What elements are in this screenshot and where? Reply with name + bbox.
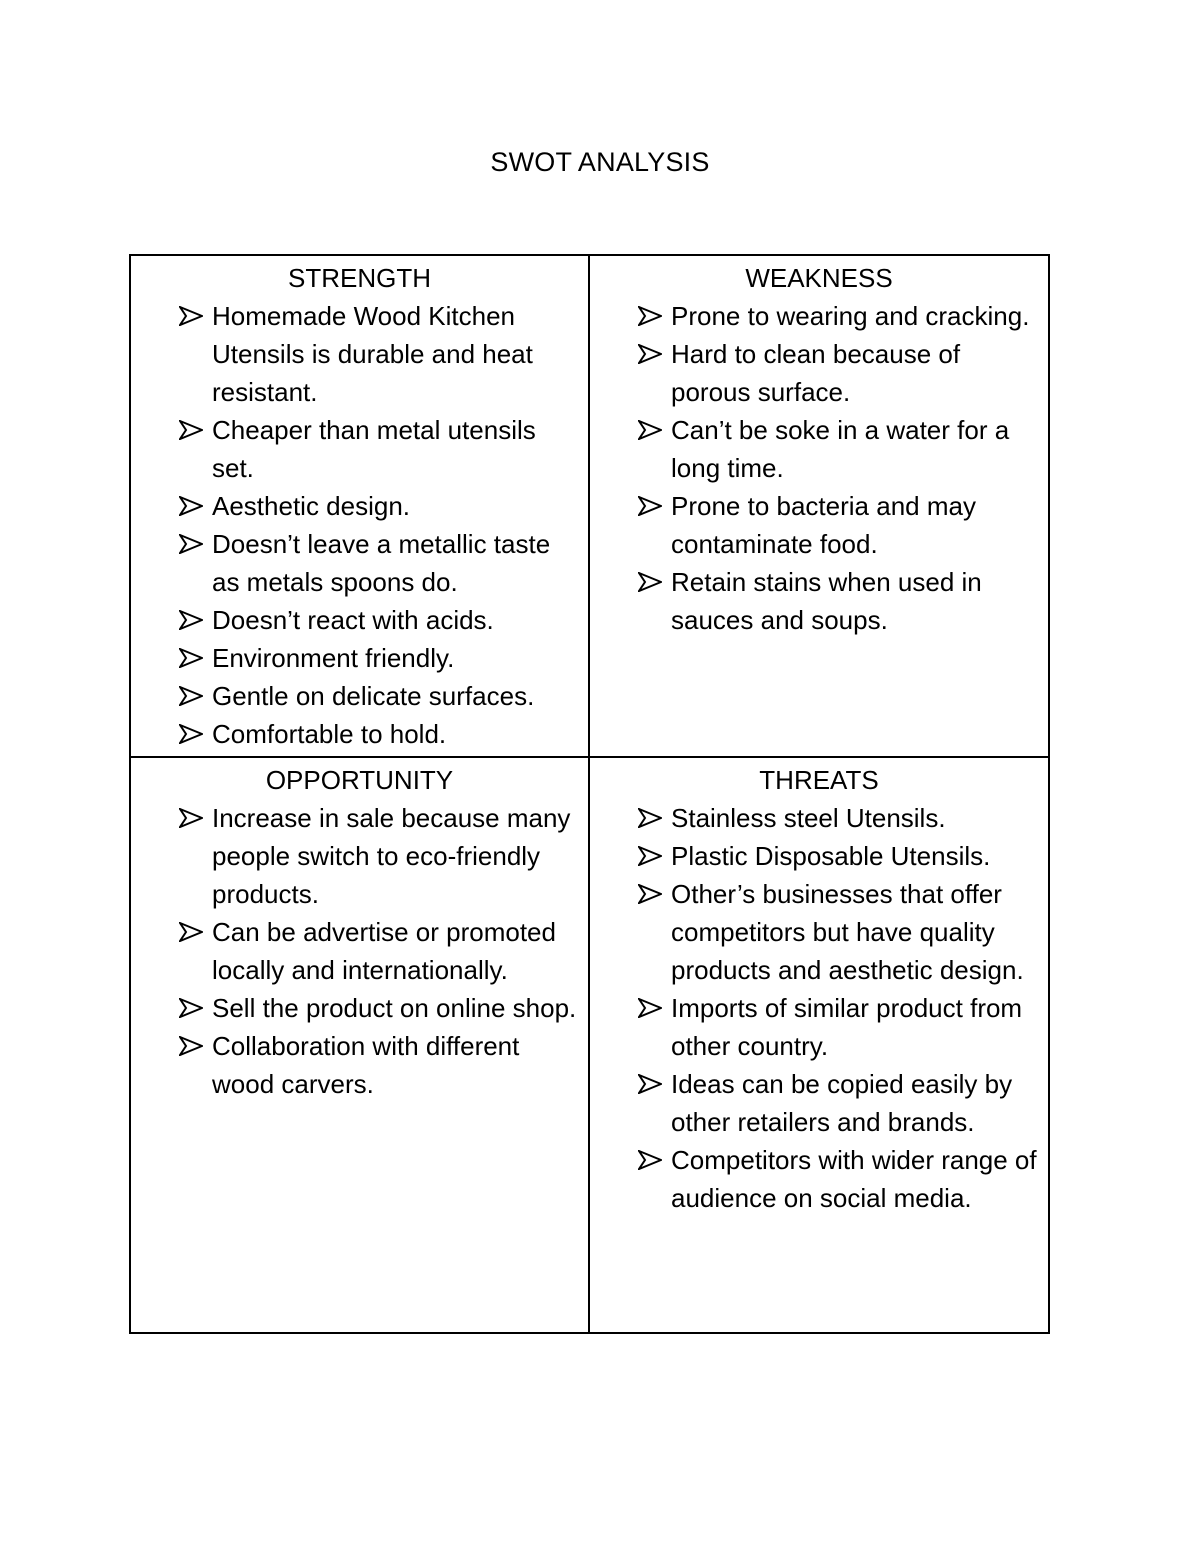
arrowhead-bullet-icon (638, 487, 664, 525)
arrowhead-bullet-icon (179, 487, 205, 525)
list-item (139, 525, 580, 601)
arrowhead-bullet-icon (638, 875, 664, 913)
list-item (598, 1065, 1040, 1141)
list-item-text: Aesthetic design. (212, 491, 411, 521)
arrowhead-bullet-icon (179, 715, 205, 753)
list-item (139, 411, 580, 487)
arrowhead-bullet-icon (179, 799, 205, 837)
list-item-text: Hard to clean because of porous surface. (671, 339, 961, 407)
list-item-text: Comfortable to hold. (212, 719, 447, 749)
list-item-text: Prone to bacteria and may contaminate food. (671, 491, 976, 559)
list-item-text: Sell the product on online shop. (212, 993, 577, 1023)
arrowhead-bullet-icon (638, 411, 664, 449)
arrowhead-bullet-icon (179, 411, 205, 449)
arrowhead-bullet-icon (638, 989, 664, 1027)
list-item-text: Doesn’t react with acids. (212, 605, 494, 635)
list-item (598, 875, 1040, 989)
list-item-text: Can’t be soke in a water for a long time. (671, 415, 1010, 483)
opportunity-heading: OPPORTUNITY (265, 765, 454, 795)
list-item (139, 487, 580, 525)
arrowhead-bullet-icon (638, 1141, 664, 1179)
list-item (139, 677, 580, 715)
arrowhead-bullet-icon (179, 677, 205, 715)
list-item (139, 913, 580, 989)
threats-list (598, 799, 1040, 1217)
list-item-text: Competitors with wider range of audience on social media. (671, 1145, 1037, 1213)
list-item (139, 1027, 580, 1103)
list-item-text: Doesn’t leave a metallic taste as metals spoons do. (212, 529, 551, 597)
arrowhead-bullet-icon (179, 639, 205, 677)
opportunity-quadrant (130, 757, 589, 1333)
list-item-text: Plastic Disposable Utensils. (671, 841, 991, 871)
list-item (598, 1141, 1040, 1217)
page-title: SWOT ANALYSIS (490, 147, 710, 177)
arrowhead-bullet-icon (179, 989, 205, 1027)
arrowhead-bullet-icon (179, 297, 205, 335)
swot-table (129, 254, 1050, 1334)
arrowhead-bullet-icon (179, 913, 205, 951)
arrowhead-bullet-icon (638, 799, 664, 837)
list-item (598, 989, 1040, 1065)
list-item-text: Cheaper than metal utensils set. (212, 415, 536, 483)
list-item (598, 487, 1040, 563)
strength-heading: STRENGTH (288, 263, 431, 293)
list-item (139, 639, 580, 677)
list-item (139, 799, 580, 913)
list-item-text: Prone to wearing and cracking. (671, 301, 1030, 331)
list-item (139, 989, 580, 1027)
swot-row-top (130, 255, 1049, 757)
arrowhead-bullet-icon (638, 837, 664, 875)
weakness-heading: WEAKNESS (745, 263, 893, 293)
threats-quadrant (589, 757, 1049, 1333)
list-item-text: Can be advertise or promoted locally and internationally. (212, 917, 556, 985)
arrowhead-bullet-icon (638, 335, 664, 373)
threats-heading: THREATS (759, 765, 879, 795)
list-item (598, 837, 1040, 875)
weakness-list (598, 297, 1040, 639)
arrowhead-bullet-icon (638, 563, 664, 601)
list-item-text: Retain stains when used in sauces and soups. (671, 567, 982, 635)
list-item (598, 335, 1040, 411)
list-item-text: Ideas can be copied easily by other retailers and brands. (671, 1069, 1013, 1137)
list-item-text: Homemade Wood Kitchen Utensils is durable and heat resistant. (212, 301, 533, 407)
list-item-text: Collaboration with different wood carvers. (212, 1031, 520, 1099)
list-item (139, 715, 580, 753)
arrowhead-bullet-icon (179, 601, 205, 639)
list-item (598, 563, 1040, 639)
arrowhead-bullet-icon (638, 1065, 664, 1103)
list-item-text: Increase in sale because many people switch to eco-friendly products. (212, 803, 571, 909)
arrowhead-bullet-icon (179, 1027, 205, 1065)
list-item-text: Other’s businesses that offer competitors but have quality products and aesthetic design. (671, 879, 1024, 985)
strength-list (139, 297, 580, 753)
weakness-quadrant (589, 255, 1049, 757)
arrowhead-bullet-icon (638, 297, 664, 335)
list-item-text: Environment friendly. (212, 643, 455, 673)
list-item (598, 799, 1040, 837)
list-item-text: Gentle on delicate surfaces. (212, 681, 535, 711)
list-item (598, 297, 1040, 335)
list-item (139, 297, 580, 411)
list-item-text: Stainless steel Utensils. (671, 803, 946, 833)
strength-quadrant (130, 255, 589, 757)
opportunity-list (139, 799, 580, 1103)
list-item-text: Imports of similar product from other country. (671, 993, 1023, 1061)
arrowhead-bullet-icon (179, 525, 205, 563)
list-item (139, 601, 580, 639)
list-item (598, 411, 1040, 487)
swot-row-bottom (130, 757, 1049, 1333)
